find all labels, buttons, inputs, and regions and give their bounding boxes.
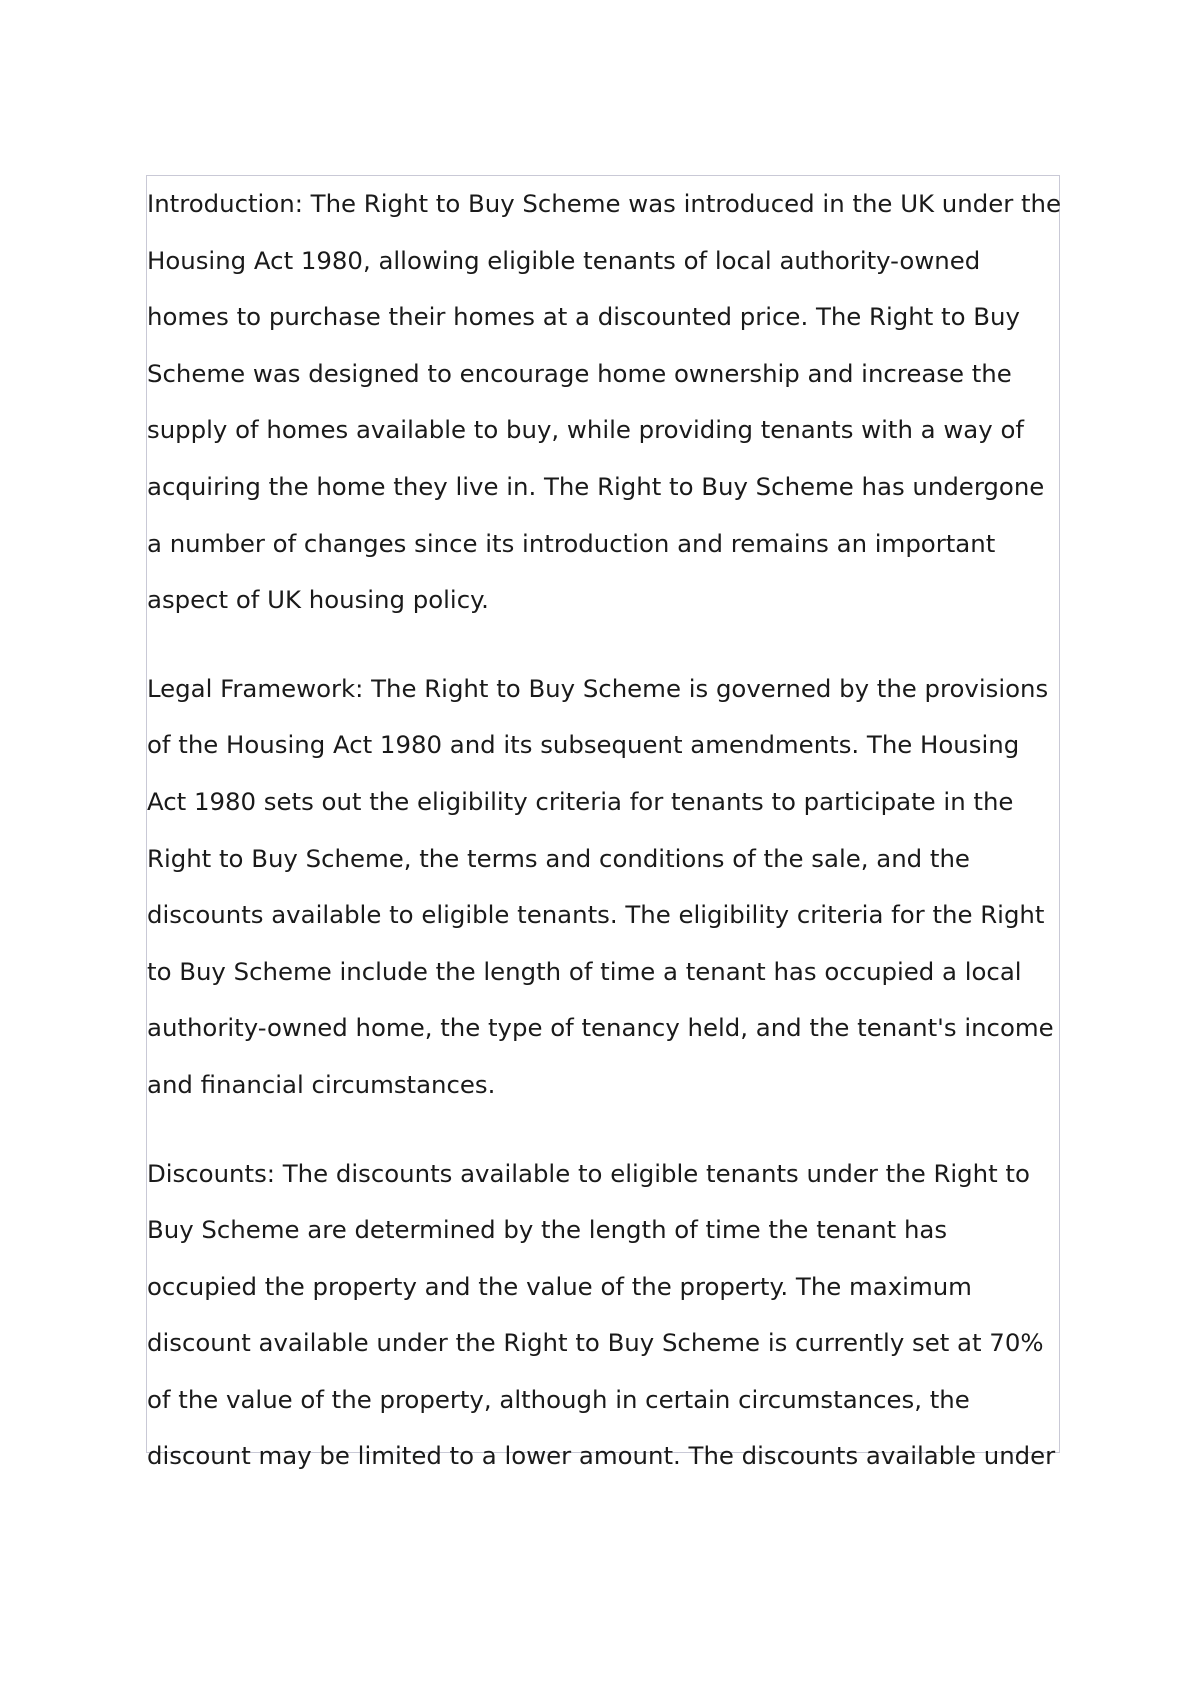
text-line: discount may be limited to a lower amount. The discounts available under (147, 1441, 1056, 1471)
text-line: homes to purchase their homes at a discounted price. The Right to Buy (147, 302, 1020, 332)
text-line: a number of changes since its introduction and remains an important (147, 528, 996, 558)
text-line: Introduction: The Right to Buy Scheme was introduced in the UK under the (147, 189, 1062, 218)
text-line: Buy Scheme are determined by the length of time the tenant has (147, 1215, 948, 1245)
text-line: acquiring the home they live in. The Right to Buy Scheme has undergone (147, 471, 1045, 501)
text-line: authority-owned home, the type of tenancy held, and the tenant's income (147, 1013, 1054, 1043)
paragraph-legal-framework (147, 661, 1059, 1114)
text-line: aspect of UK housing policy. (147, 585, 489, 615)
paragraph-introduction (147, 176, 1062, 629)
text-frame (146, 175, 1062, 1471)
text-line: Discounts: The discounts available to eligible tenants under the Right to (147, 1158, 1030, 1188)
text-line: Act 1980 sets out the eligibility criteria for tenants to participate in the (147, 786, 1014, 816)
text-line: discounts available to eligible tenants. The eligibility criteria for the Right (147, 900, 1045, 930)
text-line: of the Housing Act 1980 and its subsequent amendments. The Housing (147, 730, 1020, 760)
text-line: Scheme was designed to encourage home ownership and increase the (147, 358, 1012, 388)
text-line: and financial circumstances. (147, 1069, 496, 1099)
text-line: to Buy Scheme include the length of time a tenant has occupied a local (147, 956, 1022, 986)
text-line: supply of homes available to buy, while providing tenants with a way of (147, 415, 1024, 445)
paragraph-discounts (147, 1146, 1059, 1486)
text-line: Housing Act 1980, allowing eligible tenants of local authority-owned (147, 245, 981, 275)
text-line: of the value of the property, although in certain circumstances, the (147, 1384, 970, 1414)
text-line: occupied the property and the value of the property. The maximum (147, 1271, 972, 1301)
text-line: Right to Buy Scheme, the terms and conditions of the sale, and the (147, 843, 970, 873)
text-line: discount available under the Right to Buy Scheme is currently set at 70% (147, 1328, 1044, 1358)
text-line: Legal Framework: The Right to Buy Scheme is governed by the provisions (147, 673, 1049, 703)
